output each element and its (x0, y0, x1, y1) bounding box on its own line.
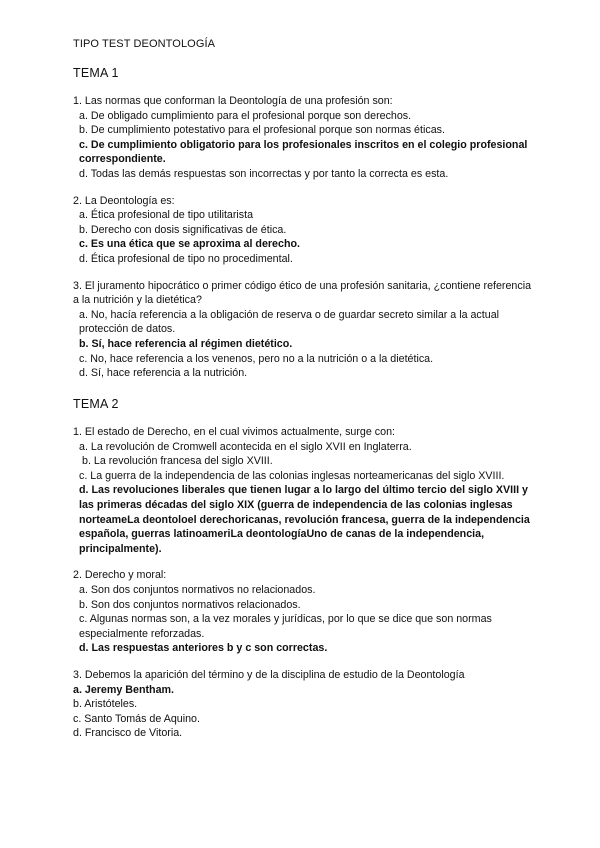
answer-option-d: d. Ética profesional de tipo no procedimental. (79, 252, 293, 265)
question-stem: 1. Las normas que conforman la Deontología de una profesión son: (73, 95, 393, 107)
answer-option-c: c. Santo Tomás de Aquino. (73, 712, 200, 725)
answer-option-c-correct: c. Es una ética que se aproxima al derecho. (79, 238, 300, 251)
answer-option-a: a. No, hacía referencia a la obligación de reserva o de guardar secreto similar a la actual protección de datos. (79, 308, 500, 336)
question-stem: 2. La Deontología es: (73, 194, 175, 207)
answer-option-d: d. Sí, hace referencia a la nutrición. (79, 367, 248, 380)
question-stem: 3. Debemos la aparición del término y de la disciplina de estudio de la Deontología (73, 668, 465, 681)
question-stem: 2. Derecho y moral: (73, 569, 167, 582)
tema-1-question-1 (73, 94, 533, 182)
answer-option-b: b. De cumplimiento potestativo para el profesional porque son normas éticas. (79, 124, 445, 137)
tema-1-question-2 (73, 194, 533, 267)
answer-option-d-correct: d. Las revoluciones liberales que tienen lugar a lo largo del último tercio del siglo XVIII y las primeras décadas del siglo XIX (guerra de independencia de las colonias inglesas norteameLa deontoloel derechoricanas, revolución francesa, guerra de la independencia española, guerras latinoameriLa deontologíaUno de canas de la independencia, principalmente). (79, 484, 530, 555)
answer-option-a-correct: a. Jeremy Bentham. (73, 683, 174, 696)
tema-1-section (73, 66, 533, 393)
answer-option-b: b. Aristóteles. (73, 698, 138, 711)
answer-option-b: b. Son dos conjuntos normativos relacionados. (79, 598, 301, 611)
answer-option-c: c. La guerra de la independencia de las colonias inglesas norteamericanas del siglo XVIII. (79, 469, 505, 482)
answer-option-d: d. Francisco de Vitoria. (73, 727, 183, 740)
answer-option-c-correct: c. De cumplimiento obligatorio para los profesionales inscritos en el colegio profesional correspondiente. (79, 138, 528, 166)
tema-2-question-1 (73, 425, 533, 556)
question-stem: 3. El juramento hipocrático o primer código ético de una profesión sanitaria, ¿contiene referencia a la nutrición y la dietética? (73, 279, 532, 307)
answer-option-c: c. No, hace referencia a los venenos, pero no a la nutrición o a la dietética. (79, 352, 434, 365)
tema-2-question-3 (73, 668, 533, 741)
tema-2-question-2 (73, 568, 533, 656)
answer-option-a: a. Son dos conjuntos normativos no relacionados. (79, 583, 316, 596)
document-title: TIPO TEST DEONTOLOGÍA (73, 38, 216, 50)
answer-option-b-correct: b. Sí, hace referencia al régimen dietético. (79, 337, 293, 350)
tema-1-question-3 (73, 279, 533, 381)
tema-2-section (73, 397, 533, 753)
answer-option-a: a. La revolución de Cromwell acontecida en el siglo XVII en Inglaterra. (79, 440, 412, 453)
answer-option-b: b. Derecho con dosis significativas de ética. (79, 223, 287, 236)
tema-1-heading: TEMA 1 (73, 66, 119, 80)
answer-option-a: a. De obligado cumplimiento para el profesional porque son derechos. (79, 109, 412, 122)
question-stem: 1. El estado de Derecho, en el cual vivimos actualmente, surge con: (73, 426, 395, 438)
answer-option-a: a. Ética profesional de tipo utilitarista (79, 209, 254, 222)
answer-option-c: c. Algunas normas son, a la vez morales y jurídicas, por lo que se dice que son normas especialmente reforzadas. (79, 613, 492, 640)
answer-option-d: d. Todas las demás respuestas son incorrectas y por tanto la correcta es esta. (79, 167, 449, 180)
tema-2-heading: TEMA 2 (73, 397, 119, 411)
answer-option-d-correct: d. Las respuestas anteriores b y c son correctas. (79, 642, 328, 655)
answer-option-b: b. La revolución francesa del siglo XVIII. (82, 455, 273, 468)
